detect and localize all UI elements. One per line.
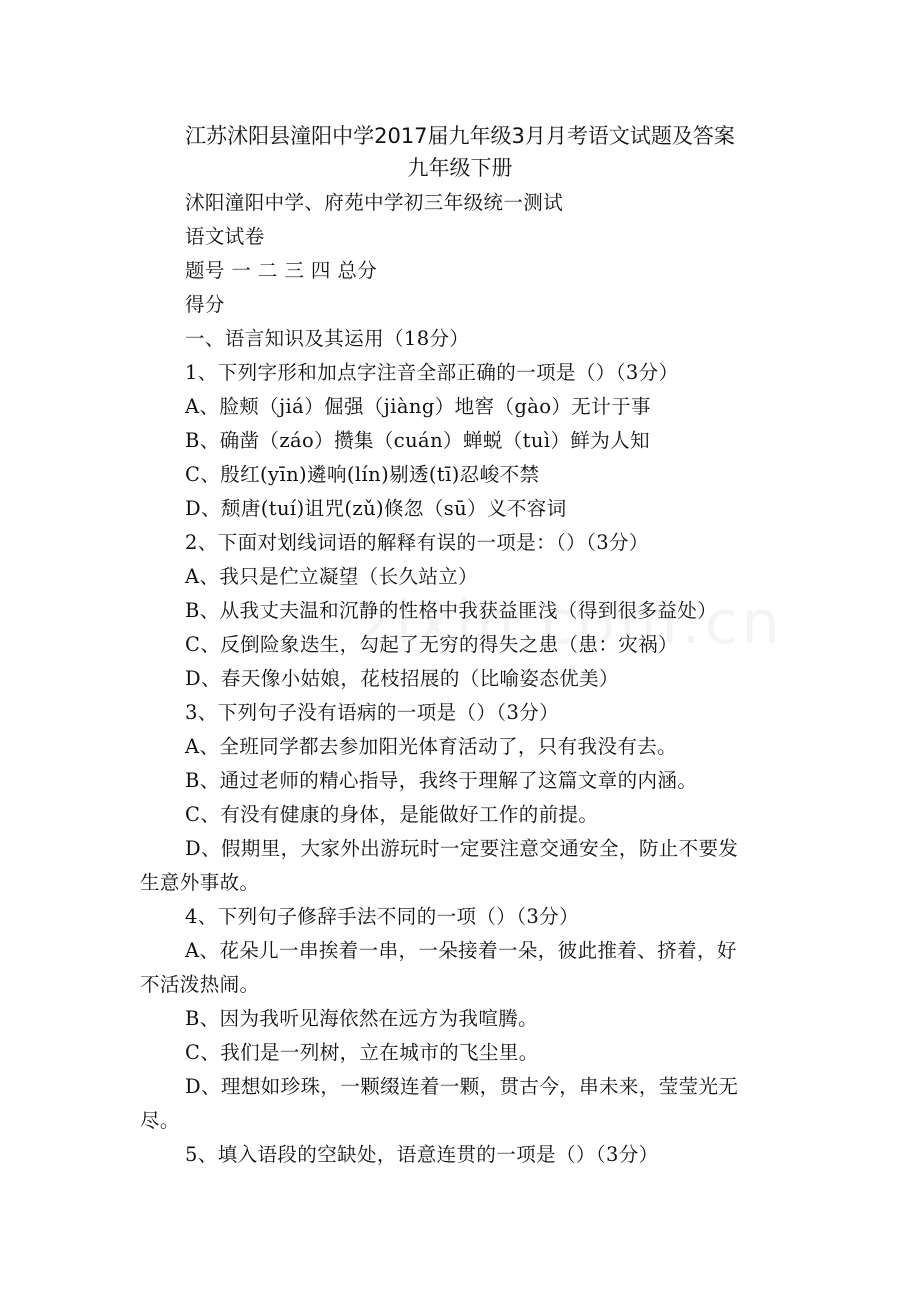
- option-2d: D、春天像小姑娘，花枝招展的（比喻姿态优美）: [185, 667, 619, 690]
- option-4d-line1: D、理想如珍珠，一颗缀连着一颗，贯古今，串未来，莹莹光无: [185, 1075, 739, 1098]
- option-4c: C、我们是一列树，立在城市的飞尘里。: [185, 1041, 539, 1064]
- option-1b: B、确凿（záo）攒集（cuán）蝉蜕（tuì）鲜为人知: [185, 429, 650, 452]
- document-subtitle: 九年级下册: [407, 156, 513, 180]
- question-4: 4、下列句子修辞手法不同的一项（）（3分）: [185, 905, 579, 928]
- option-4a-line1: A、花朵儿一串挨着一串，一朵接着一朵，彼此推着、挤着，好: [185, 939, 737, 962]
- score-label: 得分: [185, 293, 225, 316]
- option-4d-line2: 尽。: [140, 1109, 180, 1132]
- exam-header: 沭阳潼阳中学、府苑中学初三年级统一测试: [185, 191, 564, 214]
- option-2c: C、反倒险象迭生，勾起了无穷的得失之患（患：灾祸）: [185, 633, 678, 656]
- question-1: 1、下列字形和加点字注音全部正确的一项是（）（3分）: [185, 361, 679, 384]
- option-3d-line1: D、假期里，大家外出游玩时一定要注意交通安全，防止不要发: [185, 837, 739, 860]
- section-heading: 一、语言知识及其运用（18分）: [185, 327, 470, 350]
- option-3c: C、有没有健康的身体，是能做好工作的前提。: [185, 803, 599, 826]
- option-1c: C、殷红(yīn)遴响(lín)剔透(tī)忍峻不禁: [185, 463, 540, 486]
- option-1a: A、脸颊（jiá）倔强（jiàng）地窖（gào）无计于事: [185, 395, 651, 418]
- option-4b: B、因为我听见海依然在远方为我喧腾。: [185, 1007, 539, 1030]
- option-4a-line2: 不活泼热闹。: [140, 973, 260, 996]
- option-3a: A、全班同学都去参加阳光体育活动了，只有我没有去。: [185, 735, 678, 758]
- document-title: 江苏沭阳县潼阳中学2017届九年级3月月考语文试题及答案: [185, 124, 735, 148]
- option-2b: B、从我丈夫温和沉静的性格中我获益匪浅（得到很多益处）: [185, 599, 718, 622]
- exam-subject: 语文试卷: [185, 225, 265, 248]
- question-3: 3、下列句子没有语病的一项是（）（3分）: [185, 701, 560, 724]
- option-3b: B、通过老师的精心指导，我终于理解了这篇文章的内涵。: [185, 769, 698, 792]
- score-table-header: 题号 一 二 三 四 总分: [185, 259, 378, 282]
- question-5: 5、填入语段的空缺处，语意连贯的一项是（）（3分）: [185, 1143, 659, 1166]
- question-2: 2、下面对划线词语的解释有误的一项是：（）（3分）: [185, 531, 649, 554]
- option-1d: D、颓唐(tuí)诅咒(zǔ)倏忽（sū）义不容词: [185, 497, 567, 520]
- option-2a: A、我只是伫立凝望（长久站立）: [185, 565, 479, 588]
- option-3d-line2: 生意外事故。: [140, 871, 260, 894]
